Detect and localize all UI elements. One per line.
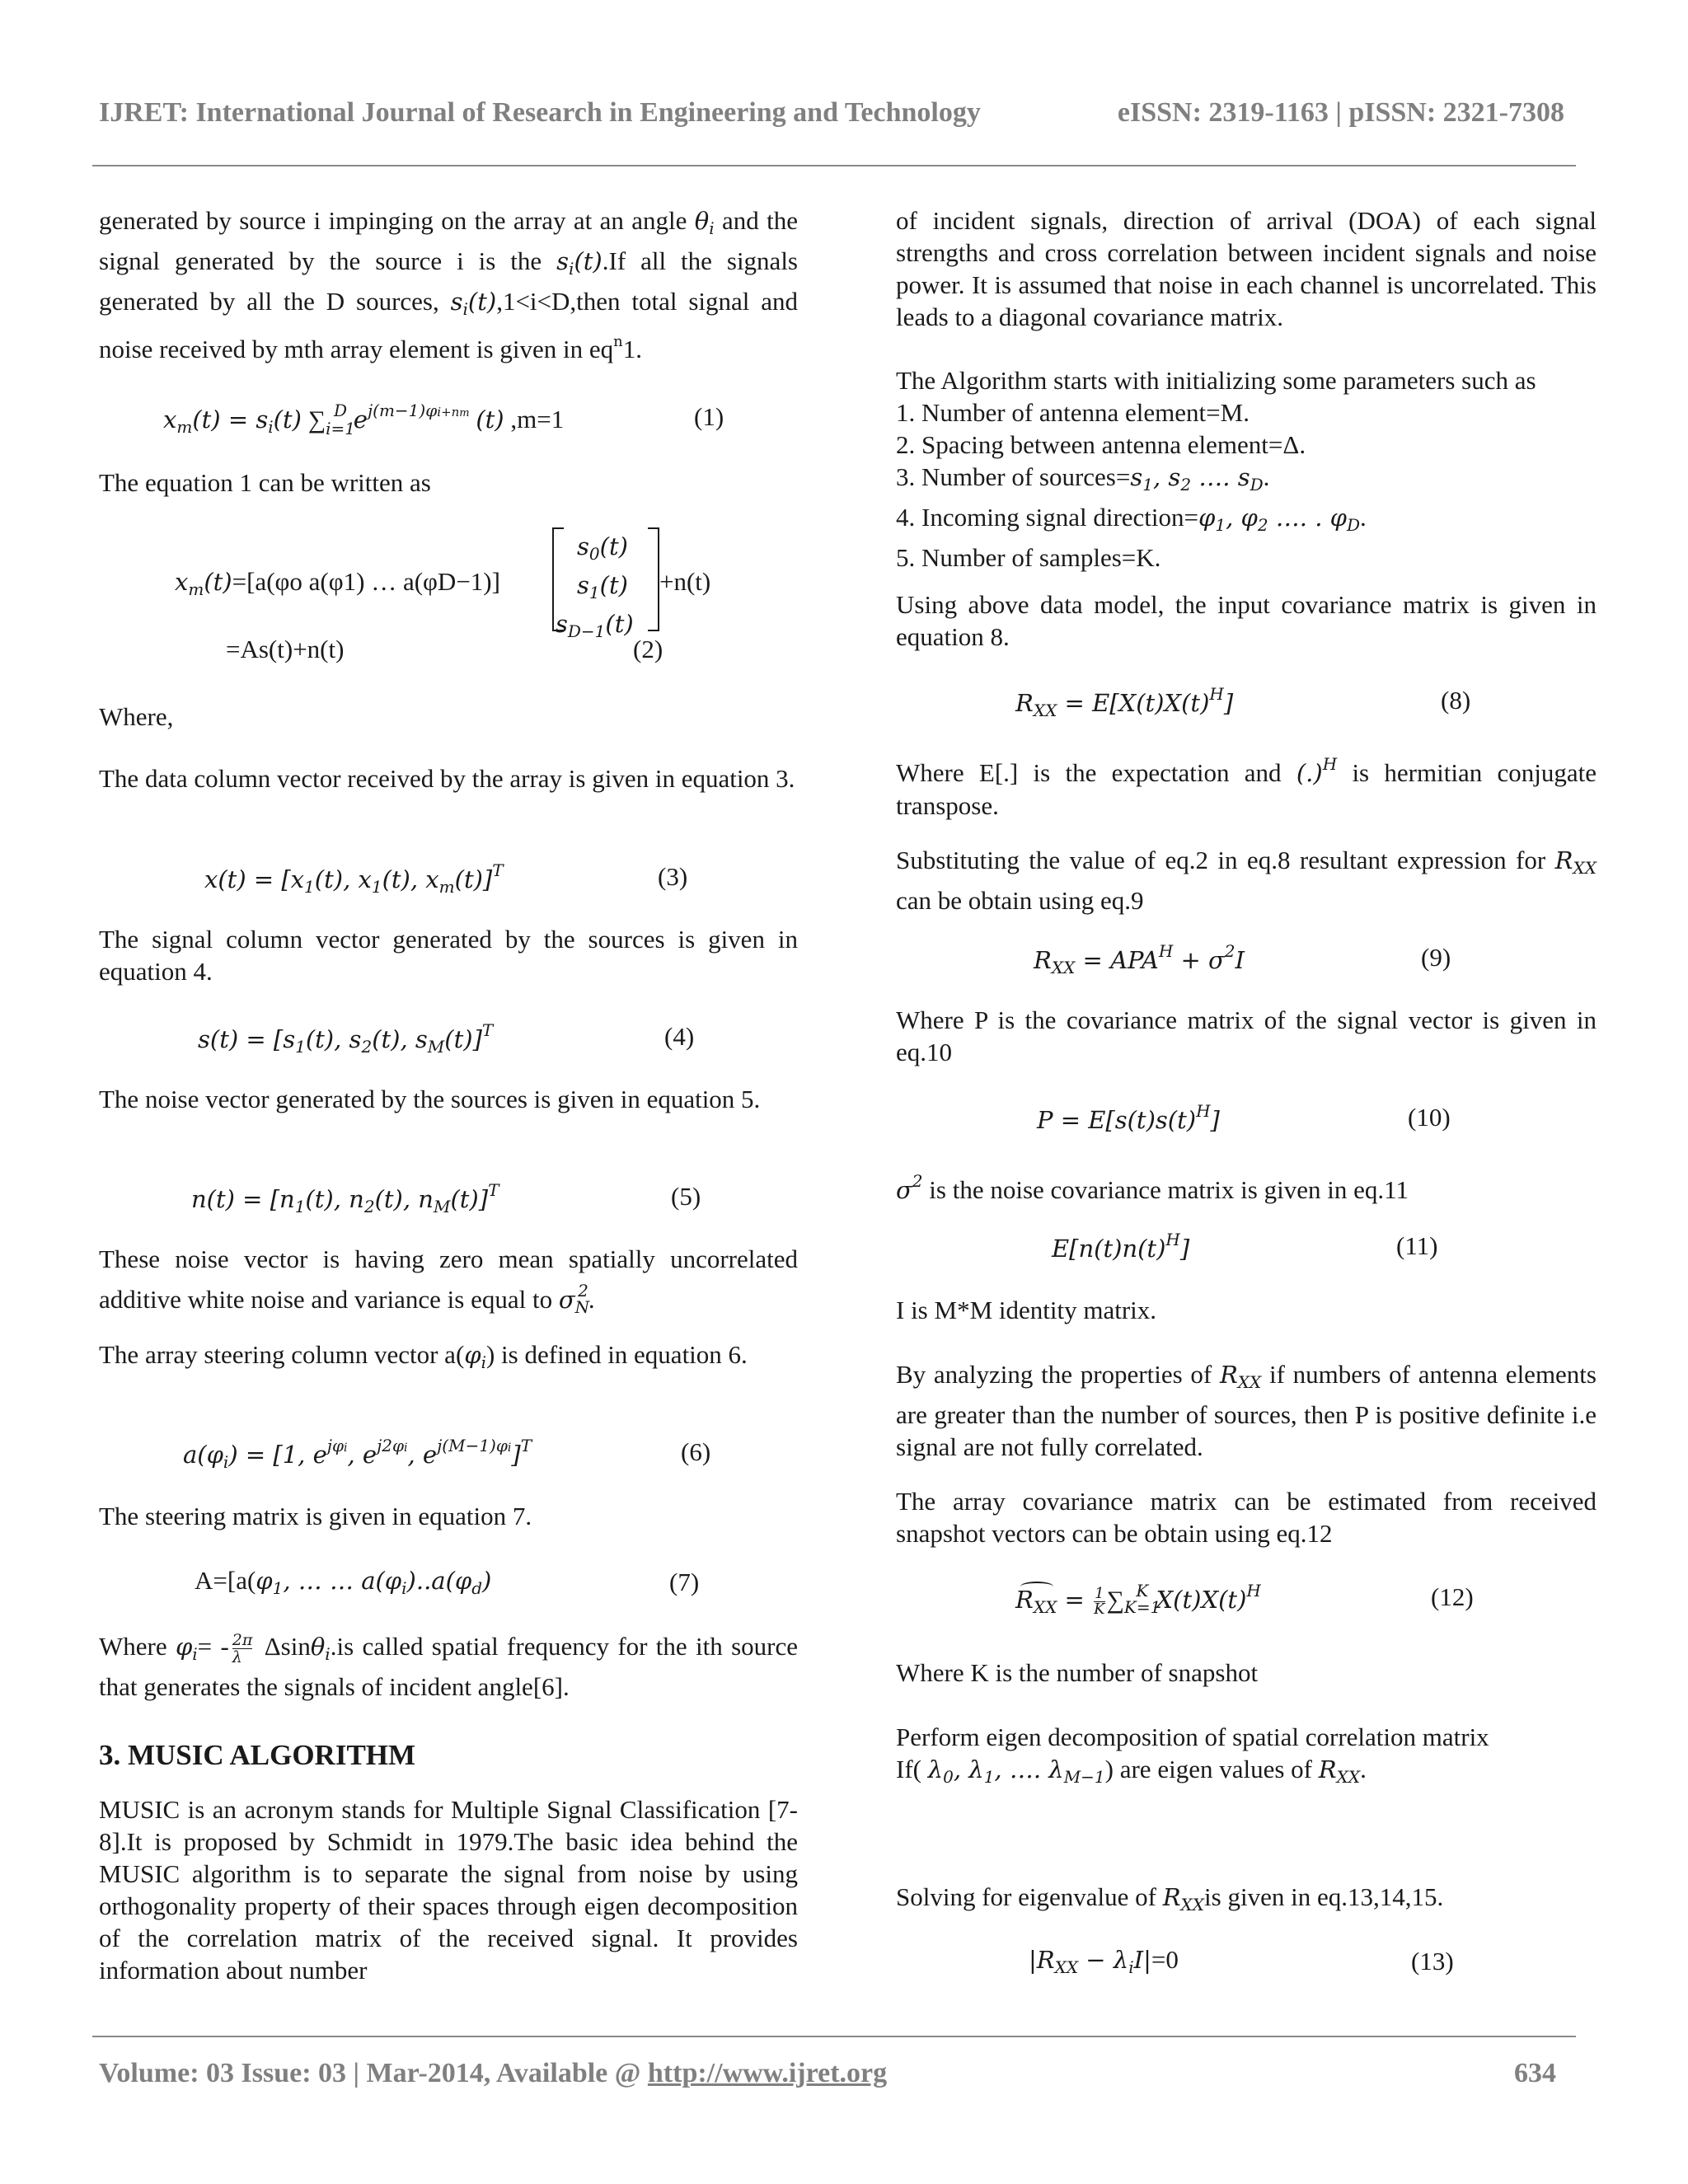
right-p6: Where P is the covariance matrix of the signal vector is given in eq.10 xyxy=(896,1005,1597,1066)
eq8-number: (8) xyxy=(1441,686,1471,715)
right-p12: Perform eigen decomposition of spatial correlation matrix xyxy=(896,1722,1489,1751)
matrix-right-bracket xyxy=(648,527,659,631)
eq12-number: (12) xyxy=(1431,1582,1474,1611)
equation-12: $R_{XX}$ = $\frac{1}{K}$ $\sum_{K=1}^K$ $X(t)X(t)^H$ xyxy=(1015,1581,1261,1619)
list-item: 1. Number of antenna element=M. xyxy=(896,398,1250,427)
equation-10: $P = E[s(t)s(t)^H]$ xyxy=(1037,1101,1220,1134)
equation-1: $x_m(t) = s_i(t)$ $\sum_{i=1}^D$ $e^{j(m-1)\varphi i+nm}$ (t) ,m=1 xyxy=(163,401,565,438)
section-heading: 3. MUSIC ALGORITHM xyxy=(99,1739,416,1771)
left-p6: These noise vector is having zero mean spatially uncorrelated additive white noise and variance is equal to $\sigma_N^2$. xyxy=(99,1244,798,1317)
journal-link[interactable]: http://www.ijret.org xyxy=(647,2058,888,2088)
eq7-number: (7) xyxy=(669,1568,700,1596)
right-p2: The Algorithm starts with initializing some parameters such as xyxy=(896,366,1536,395)
right-p14: Solving for eigenvalue of $R_{XX}is$ given in eq.13,14,15. xyxy=(896,1882,1444,1915)
eq6-number: (6) xyxy=(681,1437,711,1466)
left-p4: The signal column vector generated by the sources is given in equation 4. xyxy=(99,925,798,986)
eq13-number: (13) xyxy=(1411,1947,1454,1975)
left-p3: The data column vector received by the array is given in equation 3. xyxy=(99,764,795,793)
right-p5: Substituting the value of eq.2 in eq.8 resultant expression for $R_{XX}$ can be obtain using eq.9 xyxy=(896,846,1597,915)
equation-9: $R_{XX} = APA^H + \sigma^2I$ xyxy=(1034,941,1245,977)
list-item: 5. Number of samples=K. xyxy=(896,543,1161,572)
equation-2: $x_m(t)=[a(\varphi o$ a(φ1) … a(φD−1)] xyxy=(175,567,500,599)
equation-13: $|R_{XX} - \lambda_iI|=0$ xyxy=(1029,1945,1179,1977)
eq3-number: (3) xyxy=(658,862,688,891)
right-p10: The array covariance matrix can be estimated from received snapshot vectors can be obtain using eq.12 xyxy=(896,1487,1597,1548)
left-p10: MUSIC is an acronym stands for Multiple Signal Classification [7-8].It is proposed by Schmidt in 1979.The basic idea behind the MUSIC algorithm is to separate the signal from noise by using orthogonality property of their spaces through eigen decomposition of the correlation matrix of the received signal. It provides information about number xyxy=(99,1795,798,1985)
left-p8: The steering matrix is given in equation 7. xyxy=(99,1502,532,1530)
source-vector: $s_0(t)$ $s_1(t)$ $s_{D-1}(t)$ xyxy=(556,532,634,641)
eq1-number: (1) xyxy=(694,402,724,431)
left-p1: generated by source i impinging on the array at an angle $\theta_i$ and the signal generated by the source i is the $s_i(t).If$ all the signals generated by all the D sources, $s_i(t),1<i<D,then$ total signal and noise received by mth array element is given in $eq^n1$. xyxy=(99,206,799,363)
right-p9: By analyzing the properties of $R_{XX}$ if numbers of antenna elements are greater than the number of sources, then P is positive definite i.e signal are not fully correlated. xyxy=(896,1360,1597,1461)
left-p9: Where $\varphi_i=$ - $\frac{2\pi}{\lambda}$ Δsinθ$_i$.is called spatial frequency for the ith source that generates the signals of incident angle[6]. xyxy=(99,1631,798,1701)
right-p11: Where K is the number of snapshot xyxy=(896,1658,1259,1687)
left-p5: The noise vector generated by the sources is given in equation 5. xyxy=(99,1085,761,1113)
journal-title: IJRET: International Journal of Research in Engineering and Technology xyxy=(99,97,981,128)
list-item: 3. Number of $sources=s_1$, $s_2$ …. $s_D$. xyxy=(896,462,1270,494)
right-p1: of incident signals, direction of arrival (DOA) of each signal strengths and cross correlation between incident signals and noise power. It is assumed that noise in each channel is uncorrelated. This leads to a diagonal covariance matrix. xyxy=(896,206,1597,331)
header-rule xyxy=(92,165,1576,166)
right-p4: Where E[.] is the expectation and (.)$^H$ is hermitian conjugate transpose. xyxy=(896,754,1597,820)
eq11-number: (11) xyxy=(1396,1231,1438,1260)
left-p7: The array steering column vector $a(\varphi_i)$ is defined in equation 6. xyxy=(99,1340,748,1372)
list-item: 2. Spacing between antenna element=Δ. xyxy=(896,430,1306,459)
eq2-noise: +n(t) xyxy=(659,567,711,596)
eq10-number: (10) xyxy=(1408,1103,1451,1132)
equation-11: $E[n(t)n(t)^H]$ xyxy=(1052,1230,1190,1263)
parameter-list xyxy=(896,396,1597,574)
right-p7: $\sigma^2$ is the noise covariance matrix is given in eq.11 xyxy=(896,1171,1409,1204)
right-p3: Using above data model, the input covariance matrix is given in equation 8. xyxy=(896,590,1597,651)
right-p13: If( $\lambda_0$, $\lambda_1$, …. $\lambda_{M-1}$) are eigen values of $R_{XX}$. xyxy=(896,1755,1367,1787)
where-label: Where, xyxy=(99,702,174,731)
equation-7: $A=[a(\varphi_1$, … … $a(\varphi_i)..a(\varphi_d)$ xyxy=(195,1566,492,1598)
right-p8: I is M*M identity matrix. xyxy=(896,1296,1157,1324)
eq2-number: (2) xyxy=(633,635,663,663)
running-footer xyxy=(99,2058,1556,2089)
eq2-compact: =As(t)+n(t) xyxy=(226,635,345,663)
eq1-tail: ,m=1 xyxy=(510,405,565,434)
eq4-number: (4) xyxy=(664,1022,695,1051)
equation-5: $n(t) = [n_1(t)$, $n_2(t)$, $n_M(t)]^T$ xyxy=(191,1180,499,1216)
running-header xyxy=(99,97,1564,129)
page-number: 634 xyxy=(1514,2058,1556,2088)
eq2-lhs: =[a(φo a(φ1) … a(φD−1)] xyxy=(232,567,500,596)
eq9-number: (9) xyxy=(1421,943,1451,972)
footer-volume: Volume: 03 Issue: 03 | Mar-2014, Available @ http://www.ijret.org xyxy=(99,2058,888,2088)
equation-8: $R_{XX} = E[X(t)X(t)^H]$ xyxy=(1015,684,1234,720)
left-p2: The equation 1 can be written as xyxy=(99,468,431,497)
equation-4: $s(t) = [s_1(t)$, $s_2(t)$, $s_M(t)]^T$ xyxy=(198,1020,494,1057)
issn: eISSN: 2319-1163 | pISSN: 2321-7308 xyxy=(1117,97,1564,128)
list-item: 4. Incoming signal $direction=\varphi_1$, $\varphi_2$ …. . $\varphi_D$. xyxy=(896,503,1367,535)
equation-6: $a(\varphi_i) = [1$, $e^{j\varphi i}$, $e^{j2\varphi i}$, $e^{j(M-1)\varphi i}]^T$ xyxy=(183,1436,532,1472)
footer-rule xyxy=(92,2036,1576,2037)
equation-3: $x(t) = [x_1(t)$, $x_1(t)$, $x_m(t)]^T$ xyxy=(204,860,504,897)
eq5-number: (5) xyxy=(671,1182,701,1211)
